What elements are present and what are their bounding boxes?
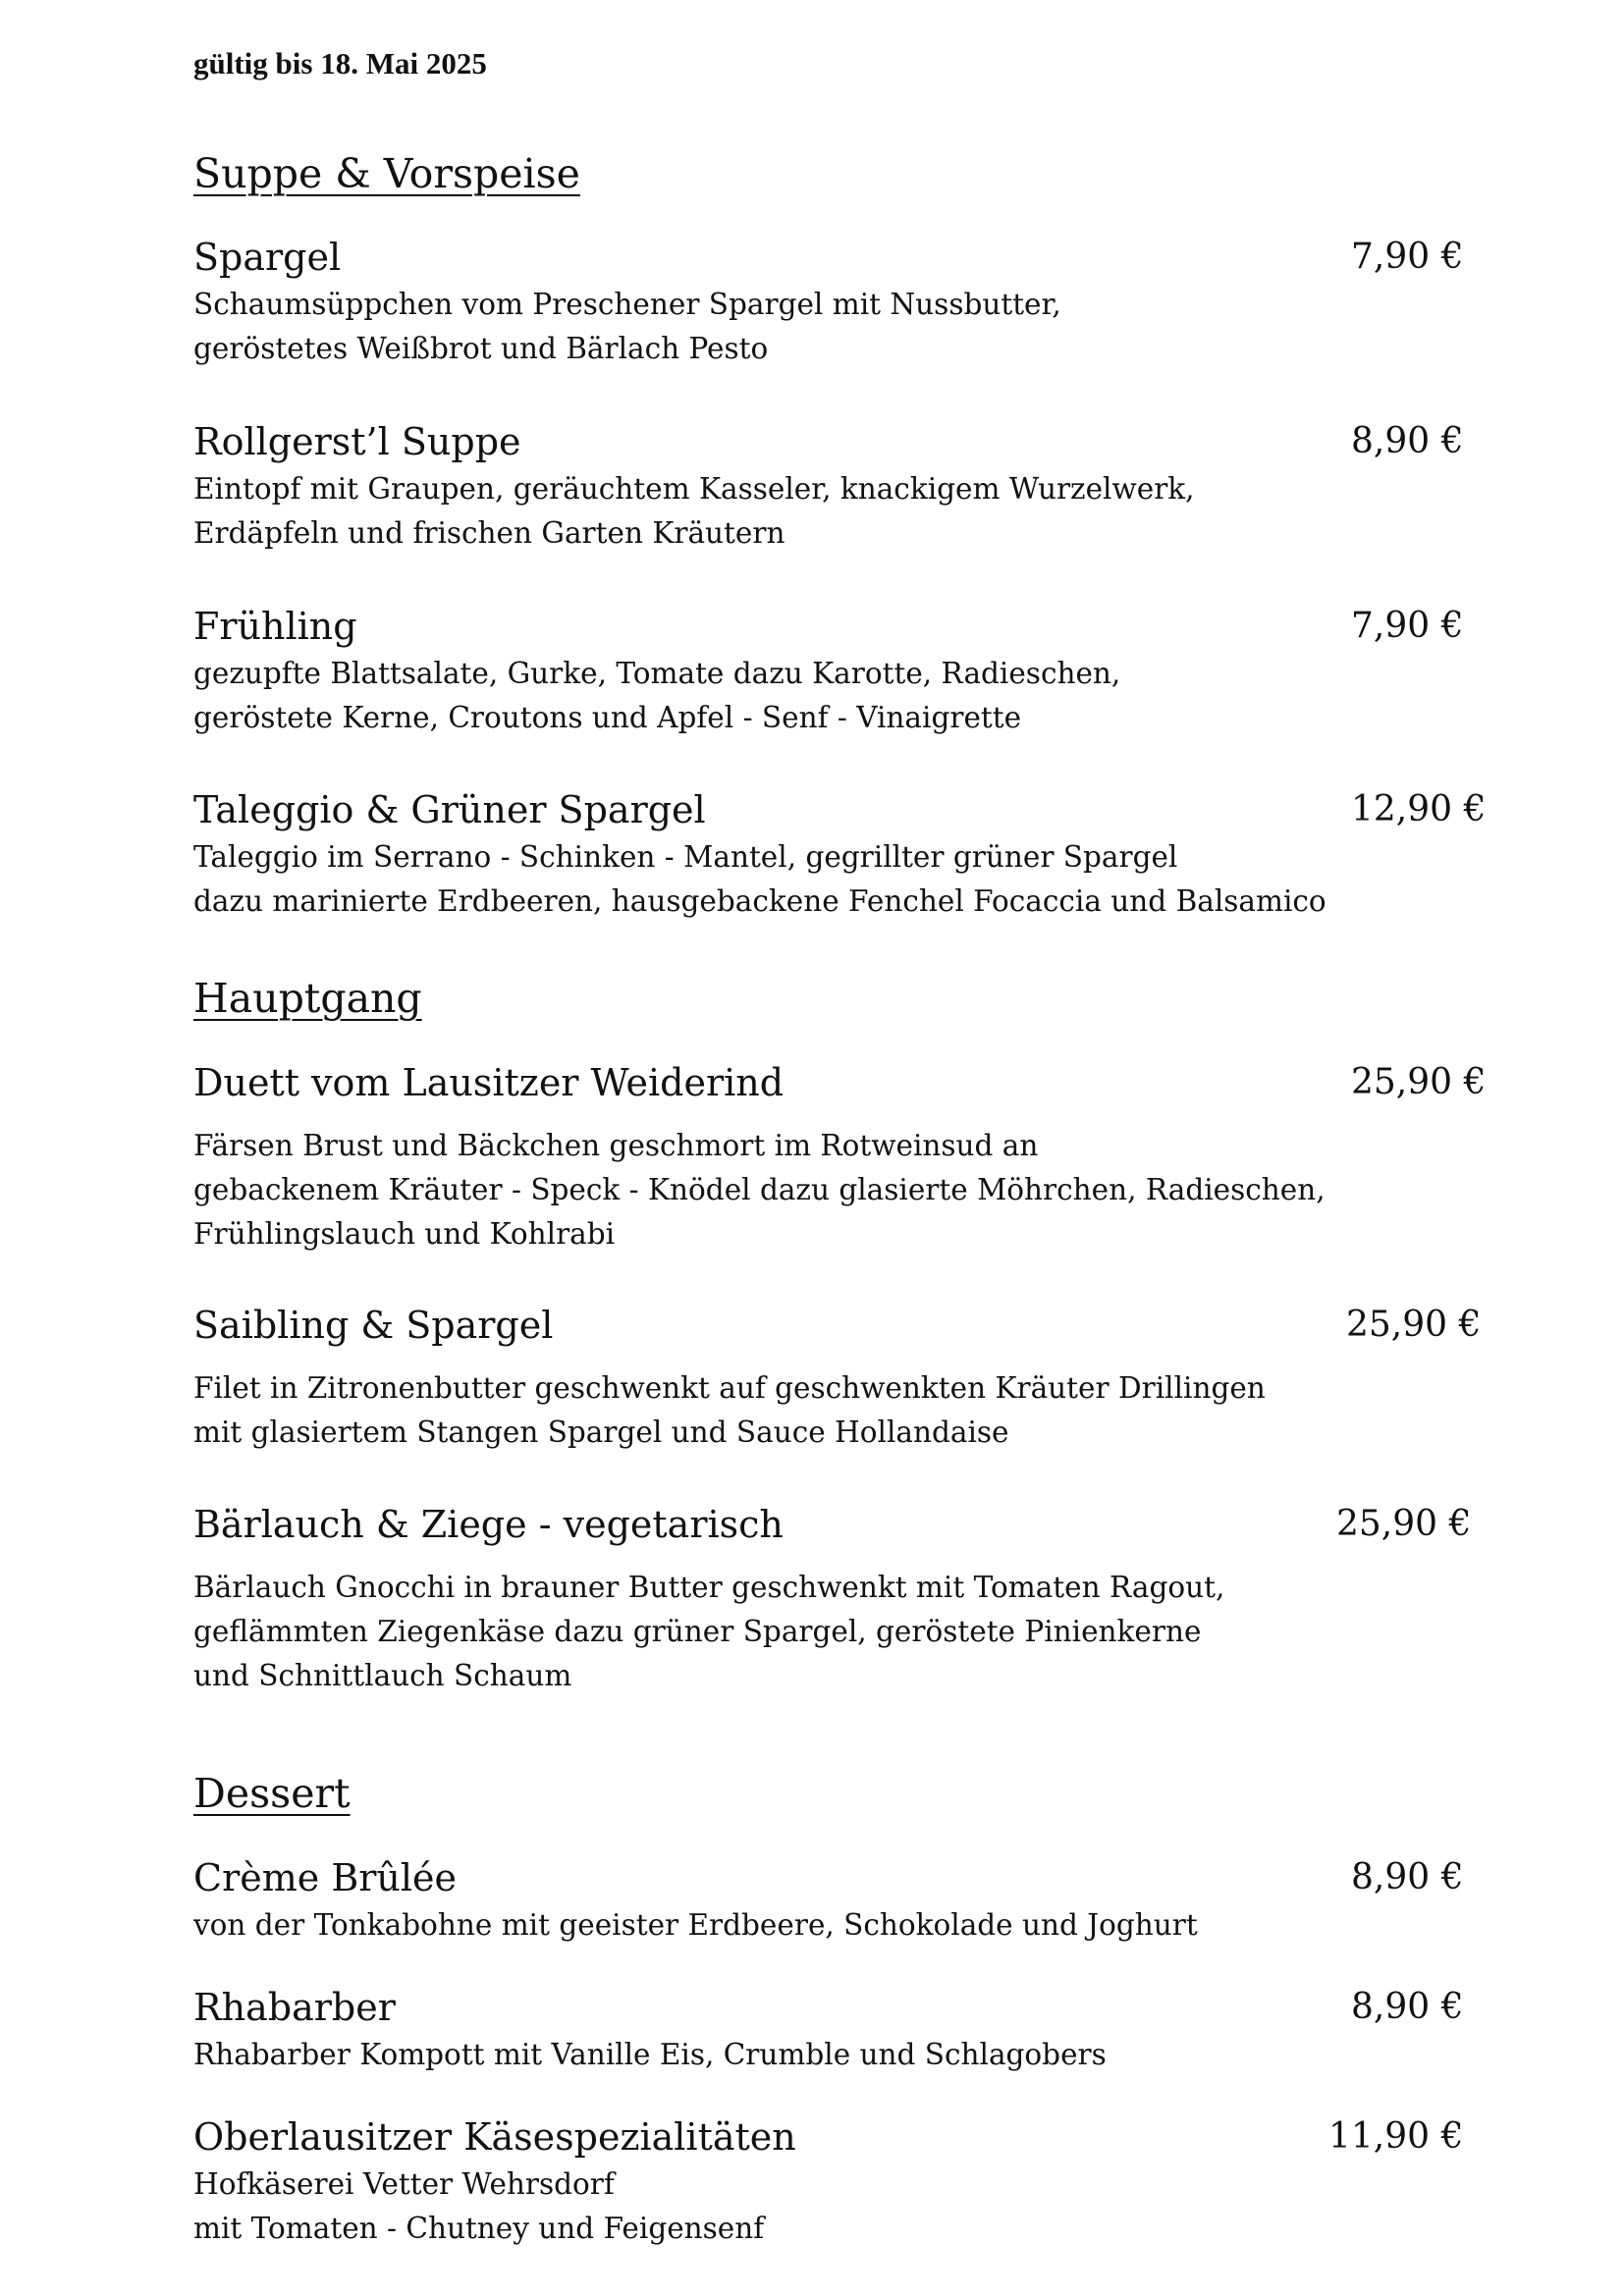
description-line: Frühlingslauch und Kohlrabi xyxy=(193,1217,616,1251)
description-line: gebackenem Kräuter - Speck - Knödel dazu glasierte Möhrchen, Radieschen, xyxy=(193,1173,1326,1206)
dish-name: Saibling & Spargel xyxy=(193,1304,554,1347)
description-line: mit Tomaten - Chutney und Feigensenf xyxy=(193,2212,765,2245)
description-line: Eintopf mit Graupen, geräuchtem Kasseler, knackigem Wurzelwerk, xyxy=(193,472,1195,506)
dish-price: 25,90 € xyxy=(1346,1305,1482,1345)
description-line: Rhabarber Kompott mit Vanille Eis, Crumble und Schlagobers xyxy=(193,2038,1107,2071)
description-line: Färsen Brust und Bäckchen geschmort im Rotweinsud an xyxy=(193,1129,1039,1162)
dish-price: 25,90 € xyxy=(1336,1504,1472,1544)
description-line: Schaumsüppchen vom Preschener Spargel mit Nussbutter, xyxy=(193,288,1061,321)
dish-description xyxy=(193,1566,1224,1698)
description-line: geröstetes Weißbrot und Bärlach Pesto xyxy=(193,332,769,365)
dish-name: Rhabarber xyxy=(193,1986,396,2029)
dish-description xyxy=(193,1903,1198,1948)
dish-price: 25,90 € xyxy=(1351,1062,1487,1102)
dish-description xyxy=(193,1124,1326,1256)
description-line: und Schnittlauch Schaum xyxy=(193,1659,572,1692)
dish-name: Duett vom Lausitzer Weiderind xyxy=(193,1061,785,1104)
dish-price: 11,90 € xyxy=(1328,2116,1464,2157)
dish-description xyxy=(193,283,1061,371)
dish-price: 8,90 € xyxy=(1351,1857,1464,1897)
dish-name: Crème Brûlée xyxy=(193,1856,458,1899)
description-line: gezupfte Blattsalate, Gurke, Tomate dazu Karotte, Radieschen, xyxy=(193,657,1121,690)
description-line: Erdäpfeln und frischen Garten Kräutern xyxy=(193,516,785,550)
dish-name: Rollgerst’l Suppe xyxy=(193,420,521,463)
description-line: mit glasiertem Stangen Spargel und Sauce Hollandaise xyxy=(193,1415,1009,1449)
description-line: Bärlauch Gnocchi in brauner Butter geschwenkt mit Tomaten Ragout, xyxy=(193,1571,1225,1604)
dish-price: 8,90 € xyxy=(1351,421,1464,461)
dish-name: Frühling xyxy=(193,605,357,648)
description-line: Hofkäserei Vetter Wehrsdorf xyxy=(193,2167,615,2201)
dish-name: Oberlausitzer Käsespezialitäten xyxy=(193,2115,796,2159)
dish-description xyxy=(193,467,1195,556)
dish-price: 8,90 € xyxy=(1351,1987,1464,2027)
dish-price: 12,90 € xyxy=(1351,789,1487,829)
dish-price: 7,90 € xyxy=(1351,237,1464,277)
description-line: von der Tonkabohne mit geeister Erdbeere, Schokolade und Joghurt xyxy=(193,1908,1198,1942)
dish-description xyxy=(193,2163,764,2251)
dish-name: Spargel xyxy=(193,236,342,279)
section-title-hauptgang: Hauptgang xyxy=(193,975,422,1022)
dish-name: Bärlauch & Ziege - vegetarisch xyxy=(193,1503,784,1546)
dish-price: 7,90 € xyxy=(1351,606,1464,646)
dish-description xyxy=(193,1366,1266,1455)
section-title-suppe-vorspeise: Suppe & Vorspeise xyxy=(193,150,580,197)
description-line: Filet in Zitronenbutter geschwenkt auf geschwenkten Kräuter Drillingen xyxy=(193,1371,1266,1405)
description-line: geflämmten Ziegenkäse dazu grüner Spargel, geröstete Pinienkerne xyxy=(193,1615,1202,1648)
dish-description xyxy=(193,835,1326,924)
description-line: geröstete Kerne, Croutons und Apfel - Senf - Vinaigrette xyxy=(193,701,1022,734)
dish-description xyxy=(193,652,1120,740)
dish-description xyxy=(193,2033,1107,2077)
dish-name: Taleggio & Grüner Spargel xyxy=(193,788,706,831)
description-line: Taleggio im Serrano - Schinken - Mantel, gegrillter grüner Spargel xyxy=(193,840,1178,874)
description-line: dazu marinierte Erdbeeren, hausgebackene Fenchel Focaccia und Balsamico xyxy=(193,884,1326,918)
section-title-dessert: Dessert xyxy=(193,1770,351,1817)
validity-note: gültig bis 18. Mai 2025 xyxy=(193,46,487,80)
